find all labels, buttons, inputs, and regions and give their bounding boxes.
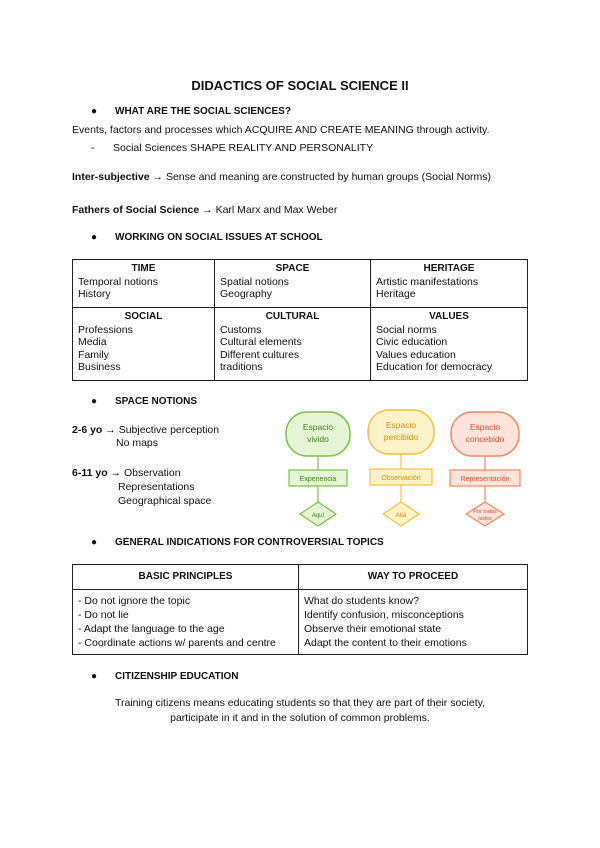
bullet-icon: ● [91,232,98,243]
table-row [73,308,528,381]
svg-text:lados: lados [478,516,492,522]
arrow-icon: → [152,171,164,183]
table-cell: CULTURAL Customs Cultural elements Different cultures traditions [215,308,371,381]
svg-text:Observación: Observación [381,475,421,482]
age-group-2-6: 2-6 yo → Subjective perception No maps [72,424,220,449]
table-header: BASIC PRINCIPLES [73,565,299,590]
citizenship-text: Training citizens means educating students so that they are part of their society, participate in it and in the solution of common problems. [114,697,486,724]
table-cell: What do students know? Identify confusion, misconceptions Observe their emotional state Adapt the content to their emotions [299,590,528,655]
section-heading-citizenship: ● CITIZENSHIP EDUCATION [91,671,239,682]
diagram-column-percibido [368,410,434,526]
arrow-icon: → [202,204,213,216]
bullet-icon: ● [91,537,98,548]
svg-text:concebido: concebido [465,434,505,444]
definition-line: Events, factors and processes which ACQUIRE AND CREATE MEANING through activity. [72,124,490,136]
table-row [73,260,528,308]
diagram-column-vivido [286,412,350,526]
svg-text:Allá: Allá [395,512,407,519]
table-cell: HERITAGE Artistic manifestations Heritage [371,260,528,308]
intersubjective-line: Inter-subjective → Sense and meaning are constructed by human groups (Social Norms) [72,171,492,183]
table-cell: SPACE Spatial notions Geography [215,260,371,308]
sub-point: - Social Sciences SHAPE REALITY AND PERSONALITY [91,142,374,154]
table-header: WAY TO PROCEED [299,565,528,590]
svg-text:Espacio: Espacio [385,420,417,430]
bullet-icon: ● [91,396,98,407]
bullet-icon: ● [91,671,98,682]
svg-text:Representación: Representación [460,476,510,483]
space-notions-diagram [280,408,530,528]
diagram-column-concebido [450,412,520,526]
arrow-icon: → [105,424,116,436]
age-group-6-11: 6-11 yo → Observation Representations Geographical space [72,467,212,507]
section-heading-social-issues: ● WORKING ON SOCIAL ISSUES AT SCHOOL [91,232,323,243]
section-heading-space-notions: ● SPACE NOTIONS [91,396,198,407]
svg-text:percibido: percibido [383,432,419,442]
svg-text:Por todos: Por todos [473,509,497,515]
controversial-topics-table [72,564,528,655]
svg-text:Espacio: Espacio [302,422,334,432]
table-cell: - Do not ignore the topic - Do not lie - Adapt the language to the age - Coordinate actions w/ parents and centre [73,590,299,655]
social-issues-table [72,259,528,381]
arrow-icon: → [110,467,122,479]
table-row [73,590,528,655]
svg-text:Experiencia: Experiencia [299,476,337,483]
svg-text:vivido: vivido [307,434,329,444]
table-row [73,565,528,590]
svg-text:Espacio: Espacio [469,422,501,432]
fathers-line: Fathers of Social Science → Karl Marx and Max Weber [72,204,338,216]
table-cell: TIME Temporal notions History [73,260,215,308]
dash: - [91,142,95,154]
bullet-icon: ● [91,106,98,117]
page-title: DIDACTICS OF SOCIAL SCIENCE II [191,78,409,93]
section-heading-controversial: ● GENERAL INDICATIONS FOR CONTROVERSIAL TOPICS [91,537,384,548]
table-cell: SOCIAL Professions Media Family Business [73,308,215,381]
svg-text:Aquí: Aquí [311,513,325,519]
table-cell: VALUES Social norms Civic education Values education Education for democracy [371,308,528,381]
section-heading-social-sciences: ● WHAT ARE THE SOCIAL SCIENCES? [91,106,291,117]
